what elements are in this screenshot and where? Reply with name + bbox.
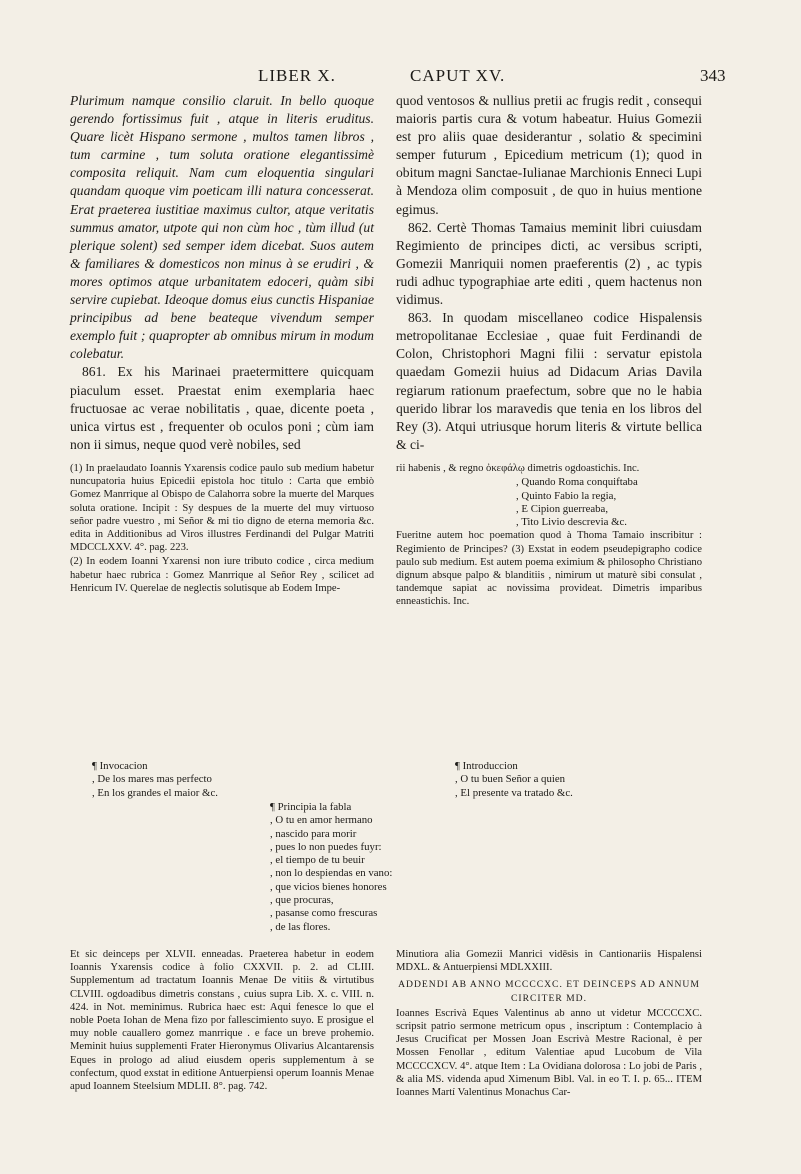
- right-paragraph-1: quod ventosos & nullius pretii ac frugis redit , consequi maioris partis cura & votum habeatur. Huius Gomezii est pro aliis quae desiderantur , solatio & specimini semper futurum , Epicedium metricum (1); quod in obitum magni Sanctae-Iulianae Marchionis Enneci Lupi à Mendoza olim composuit , de quo in huius mentione egimus.: [396, 93, 702, 217]
- bottom-left-text: Et sic deinceps per XLVII. enneadas. Praeterea habetur in eodem Ioannis Yxarensis codice à folio CXXVII. p. 2. ad CLIII. Supplementum ad tractatum Ioannis Menae De vitiis & virtutibus CLVIII. ogdoadibus dimetris constans , cuius supra Lib. X. c. VIII. n. 424. in Not. meminimus. Rubrica haec est: Aqui fenesce lo que el noble Poeta Iohan de Mena fizo por fallescimiento suyo. E prosigue el muy noble cauallero gomez manrrique . e face un breve prohemio. Meminit huius supplementi Frater Hieronymus Olivarius Alcantarensis Eques in prologo ad aliud eiusdem operis supplementum à se confectum, quod exstat in editione Antuerpiensi operum Ioannis Menae apud Ioannem Steelsium MDLII. 8°. pag. 742.: [70, 949, 374, 1093]
- footnote-1: (1) In praelaudato Ioannis Yxarensis codice paulo sub medium habetur nuncupatoria huius Epicedii epistola hoc titulo : Carta que embiò Gomez Manrrique al Obispo de Calahorra sobre la muerte del Marques soluta oratione. Incipit : Sy despues de la muerte del muy virtuoso señor padre vuestro , mi Señor & mi tio digno de eterna memoria &c. edita in Additionibus ad Viros illustres Ferdinandi del Pulgar Matriti MDCCLXXV. 4°. pag. 223.: [70, 463, 374, 554]
- verse-heading: ¶ Invocacion: [92, 760, 148, 772]
- addenda-heading: ADDENDI AB ANNO MCCCCXC. ET DEINCEPS AD ANNUM CIRCITER MD.: [398, 979, 700, 1004]
- verse-heading: ¶ Principia la fabla: [270, 801, 352, 813]
- verse-line: , Quinto Fabio la regia,: [516, 489, 617, 502]
- verse-line: , de las flores.: [270, 920, 331, 933]
- right-main-column: [396, 92, 702, 454]
- bottom-note-left: [70, 948, 374, 1094]
- verse-line: , E Cipion guerreaba,: [516, 502, 609, 515]
- verse-line: , O tu buen Señor a quien: [455, 773, 566, 786]
- footnotes-left: [70, 462, 374, 596]
- running-header: [0, 66, 801, 88]
- bottom-right-text-1: Minutiora alia Gomezii Manrici vidēsis in Cantionariis Hispalensi MDXL. & Antuerpiensi MDLXXIII.: [396, 949, 702, 974]
- verse-line: , De los mares mas perfecto: [92, 773, 212, 786]
- verse-quote: [396, 476, 702, 529]
- verse-principia: [270, 801, 490, 934]
- verse-introduccion: [455, 760, 705, 800]
- verse-line: , el tiempo de tu beuir: [270, 854, 365, 867]
- footnote-2: (2) In eodem Ioanni Yxarensi non iure tributo codice , circa medium habetur haec rubrica : Gomez Manrrique al Señor Rey , scilicet ad Henricum IV. Querelae de neglectis solutisque ab Eodem Impe-: [70, 556, 374, 594]
- footnote-3: Fueritne autem hoc poemation quod à Thoma Tamaio inscribitur : Regimiento de Principes? (3) Exstat in eodem pseudepigrapho codice paulo sub medium. Est autem poema eximium & philosopho Christiano dignum absque palpo & blanditiis , nimirum ut maturè sibi consulat , tandemque sapiat ac novissima provideat. Dimetris imparibus enneastichis. Inc.: [396, 530, 702, 608]
- header-right: CAPUT XV.: [410, 66, 506, 85]
- verse-invocation: [92, 760, 342, 800]
- footnotes-right: [396, 462, 702, 610]
- page-number: 343: [700, 66, 726, 85]
- right-paragraph-3: 863. In quodam miscellaneo codice Hispalensis metropolitanae Ecclesiae , quae fuit Ferdinandi de Colon, Christophori Magni filii : servatur epistola quaedam Gomezii huius ad Didacum Arias Davila regiarum rationum praefectum, sobre que no le habia querido librar los maravedis que tenia en los libros del Rey (3). Atqui utriusque horum literis & virtute bellica & ci-: [396, 310, 702, 452]
- left-paragraph-1: Plurimum namque consilio claruit. In bello quoque gerendo fortissimus fuit , atque in literis eruditus. Quare licèt Hispano sermone , multos tamen libros , tum carmine , tum soluta oratione elegantissimè composita reliquit. Nam cum eloquentia singulari quandam quoque vim poeticam illi natura concesserat. Erat praeterea iustitiae maximus cultor, atque veritatis summus amator, utpote qui non cùm hoc , tùm illud (ut plerique solent) sed semper idem dicebat. Suos autem & familiares & domesticos non minus à se erudiri , & mores optimos atque urbanitatem edoceri, quàm sibi servire cupiebat. Ideoque domus eius cunctis Hispaniae principibus ad bene beateque vivendum semper exemplo fuit ; quapropter ab omnibus mirum in modum colebatur.: [70, 93, 374, 362]
- bottom-note-right: [396, 948, 702, 1100]
- header-left: LIBER X.: [258, 66, 336, 85]
- verse-line: , pasanse como frescuras: [270, 907, 378, 920]
- verse-line: , El presente va tratado &c.: [455, 786, 573, 799]
- verse-line: , O tu en amor hermano: [270, 814, 373, 827]
- verse-line: , En los grandes el maior &c.: [92, 786, 218, 799]
- verse-line: , Tito Livio descrevia &c.: [516, 516, 627, 529]
- verse-line: , pues lo non puedes fuyr:: [270, 840, 382, 853]
- right-paragraph-2: 862. Certè Thomas Tamaius meminit libri cuiusdam Regimiento de principes dicti, ac versibus scripti, Gomezii Manriquii nomen praeferentis (2) , ac typis rudi adhuc typographiae arte editi , quem hactenus non vidimus.: [396, 219, 702, 308]
- left-main-column: [70, 92, 374, 454]
- verse-heading: ¶ Introduccion: [455, 760, 518, 772]
- verse-line: , nascido para morir: [270, 827, 357, 840]
- left-paragraph-2: 861. Ex his Marinaei praetermittere quicquam piaculum esset. Praestat enim exemplaria haec fructuosae ac verae nobilitatis , quae, dicente poeta , unica virtus est , frequenter ob oculos poni ; cùm iam non ii simus, neque quod verè nobiles, sed: [70, 364, 374, 452]
- footnote-1-continued: rii habenis , & regno ὀκεφάλῳ dimetris ogdoastichis. Inc.: [396, 463, 640, 474]
- verse-line: , non lo despiendas en vano:: [270, 867, 393, 880]
- bottom-right-text-2: Ioannes Escrivà Eques Valentinus ab anno ut videtur MCCCCXC. scripsit patrio sermone metricum opus , inscriptum : Contemplacio à Jesus Crucificat per Mossen Joan Escrivà Mestre Racional, è per Mossen Fenollar , editum Valentiae apud Lucobum de Vila MCCCCXCV. 4°. atque Item : La Ovidiana dolorosa : Lo jobi de Paris , & alia MS. videnda apud Ximenum Bibl. Val. in eo T. I. p. 65... ITEM Ioannes Martí Valentinus Monachus Car-: [396, 1007, 702, 1099]
- verse-line: , Quando Roma conquiftaba: [516, 476, 638, 489]
- verse-line: , que procuras,: [270, 894, 334, 907]
- verse-line: , que vicios bienes honores: [270, 880, 387, 893]
